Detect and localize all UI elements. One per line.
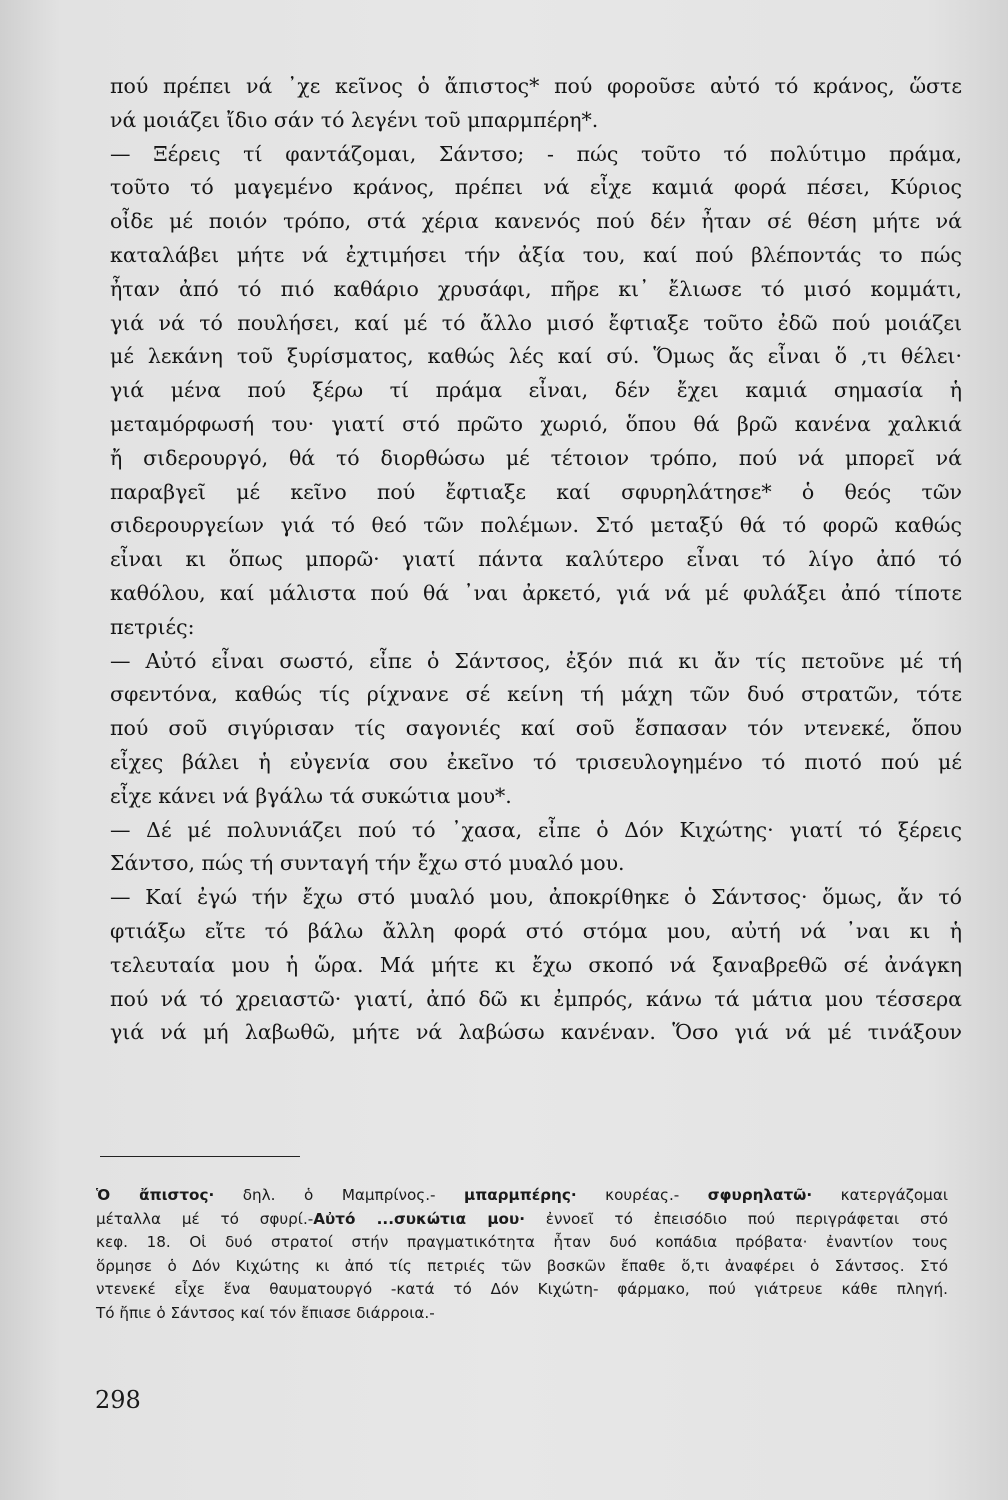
footnote-line: κεφ. 18. Οἱ δυό στρατοί στήν πραγματικότητα ἦταν δυό κοπάδια πρόβατα· ἐναντίον τους bbox=[96, 1233, 948, 1252]
text-line: καταλάβει μήτε νά ἐχτιμήσει τήν ἀξία του, καί πού βλέποντάς το πώς bbox=[110, 242, 962, 267]
text-line: γιά μένα πού ξέρω τί πράμα εἶναι, δέν ἔχει καμιά σημασία ἡ bbox=[110, 378, 962, 403]
text-line: ἦταν ἀπό τό πιό καθάριο χρυσάφι, πῆρε κι᾽ ἔλιωσε τό μισό κομμάτι, bbox=[110, 276, 962, 301]
text-line: — Δέ μέ πολυνιάζει πού τό ᾽χασα, εἶπε ὁ Δόν Κιχώτης· γιατί τό ξέρεις bbox=[110, 817, 962, 842]
text-line: τελευταία μου ἡ ὥρα. Μά μήτε κι ἔχω σκοπό νά ξαναβρεθῶ σέ ἀνάγκη bbox=[110, 952, 962, 977]
footnotes bbox=[96, 1184, 948, 1326]
text-line: πετριές: bbox=[110, 614, 195, 639]
footnote-divider bbox=[100, 1156, 300, 1157]
text-line: εἶναι κι ὅπως μπορῶ· γιατί πάντα καλύτερο εἶναι τό λίγο ἀπό τό bbox=[110, 547, 962, 572]
footnote-line bbox=[96, 1208, 948, 1232]
text-line: — Ξέρεις τί φαντάζομαι, Σάντσο; - πώς τοῦτο τό πολύτιμο πράμα, bbox=[110, 141, 962, 166]
text-line: μέ λεκάνη τοῦ ξυρίσματος, καθώς λές καί σύ. Ὅμως ἄς εἶναι ὅ ,τι θέλει· bbox=[110, 344, 962, 369]
text-line: σιδερουργείων γιά τό θεό τῶν πολέμων. Στό μεταξύ θά τό φορῶ καθώς bbox=[110, 513, 962, 538]
text-line: — Καί ἐγώ τήν ἔχω στό μυαλό μου, ἀποκρίθηκε ὁ Σάντσος· ὅμως, ἄν τό bbox=[110, 885, 962, 910]
text-line: πού νά τό χρειαστῶ· γιατί, ἀπό δῶ κι ἐμπρός, κάνω τά μάτια μου τέσσερα bbox=[110, 986, 962, 1011]
footnote-line: ντενεκέ εἶχε ἕνα θαυματουργό -κατά τό Δόν Κιχώτη- φάρμακο, πού γιάτρευε κάθε πληγή. bbox=[96, 1280, 948, 1299]
footnote-definition: κουρέας.- bbox=[576, 1186, 708, 1204]
text-line: εἶχε κάνει νά βγάλω τά συκώτια μου*. bbox=[110, 783, 512, 808]
footnote-line bbox=[96, 1184, 948, 1208]
text-line: Σάντσο, πώς τή συνταγή τήν ἔχω στό μυαλό μου. bbox=[110, 851, 625, 876]
text-line: τοῦτο τό μαγεμένο κράνος, πρέπει νά εἶχε καμιά φορά πέσει, Κύριος bbox=[110, 175, 962, 200]
text-line: παραβγεῖ μέ κεῖνο πού ἔφτιαξε καί σφυρηλάτησε* ὁ θεός τῶν bbox=[110, 479, 962, 504]
footnote-definition: ἐννοεῖ τό ἐπεισόδιο πού περιγράφεται στό bbox=[525, 1209, 949, 1228]
text-line: πού πρέπει νά ᾽χε κεῖνος ὁ ἄπιστος* πού φοροῦσε αὐτό τό κράνος, ὥστε bbox=[110, 74, 962, 98]
text-line: σφεντόνα, καθώς τίς ρίχνανε σέ κείνη τή μάχη τῶν δυό στρατῶν, τότε bbox=[110, 682, 962, 707]
footnote-definition: κατεργάζομαι bbox=[812, 1186, 948, 1204]
text-line: καθόλου, καί μάλιστα πού θά ᾽ναι ἀρκετό, γιά νά μέ φυλάξει ἀπό τίποτε bbox=[110, 580, 962, 605]
footnote-term: σφυρηλατῶ· bbox=[707, 1186, 813, 1204]
footnote-term: Ὁ ἄπιστος· bbox=[96, 1186, 215, 1204]
text-line: γιά νά τό πουλήσει, καί μέ τό ἄλλο μισό ἔφτιαξε τοῦτο ἐδῶ πού μοιάζει bbox=[110, 310, 962, 335]
text-line: οἶδε μέ ποιόν τρόπο, στά χέρια κανενός πού δέν ἦταν σέ θέση μήτε νά bbox=[110, 209, 962, 234]
text-line: ἤ σιδερουργό, θά τό διορθώσω μέ τέτοιον τρόπο, πού νά μπορεῖ νά bbox=[110, 445, 962, 470]
page-number: 298 bbox=[95, 1386, 141, 1414]
main-text bbox=[110, 70, 962, 1050]
text-line: νά μοιάζει ἴδιο σάν τό λεγένι τοῦ μπαρμπέρη*. bbox=[110, 107, 599, 132]
footnote-definition: δηλ. ὁ Μαμπρίνος.- bbox=[214, 1186, 465, 1204]
footnote-definition: μέταλλα μέ τό σφυρί.- bbox=[96, 1209, 314, 1228]
text-line: εἶχες βάλει ἡ εὐγενία σου ἐκεῖνο τό τρισευλογημένο τό πιοτό πού μέ bbox=[110, 749, 962, 774]
footnote-term: μπαρμπέρης· bbox=[464, 1186, 577, 1204]
footnote-line: ὅρμησε ὁ Δόν Κιχώτης κι ἀπό τίς πετριές τῶν βοσκῶν ἔπαθε ὅ,τι ἀναφέρει ὁ Σάντσος. Στό bbox=[96, 1256, 948, 1275]
text-line: μεταμόρφωσή του· γιατί στό πρῶτο χωριό, ὅπου θά βρῶ κανένα χαλκιά bbox=[110, 411, 962, 436]
text-line: φτιάξω εἴτε τό βάλω ἄλλη φορά στό στόμα μου, αὐτή νά ᾽ναι κι ἡ bbox=[110, 918, 962, 943]
text-line: — Αὐτό εἶναι σωστό, εἶπε ὁ Σάντσος, ἐξόν πιά κι ἄν τίς πετοῦνε μέ τή bbox=[110, 648, 962, 673]
footnote-term: Αὐτό ...συκώτια μου· bbox=[313, 1209, 525, 1228]
footnote-line: Τό ἤπιε ὁ Σάντσος καί τόν ἔπιασε διάρροια.- bbox=[96, 1303, 435, 1322]
text-line: πού σοῦ σιγύρισαν τίς σαγονιές καί σοῦ ἔσπασαν τόν ντενεκέ, ὅπου bbox=[110, 716, 962, 741]
text-line: γιά νά μή λαβωθῶ, μήτε νά λαβώσω κανέναν. Ὅσο γιά νά μέ τινάξουν bbox=[110, 1020, 962, 1045]
